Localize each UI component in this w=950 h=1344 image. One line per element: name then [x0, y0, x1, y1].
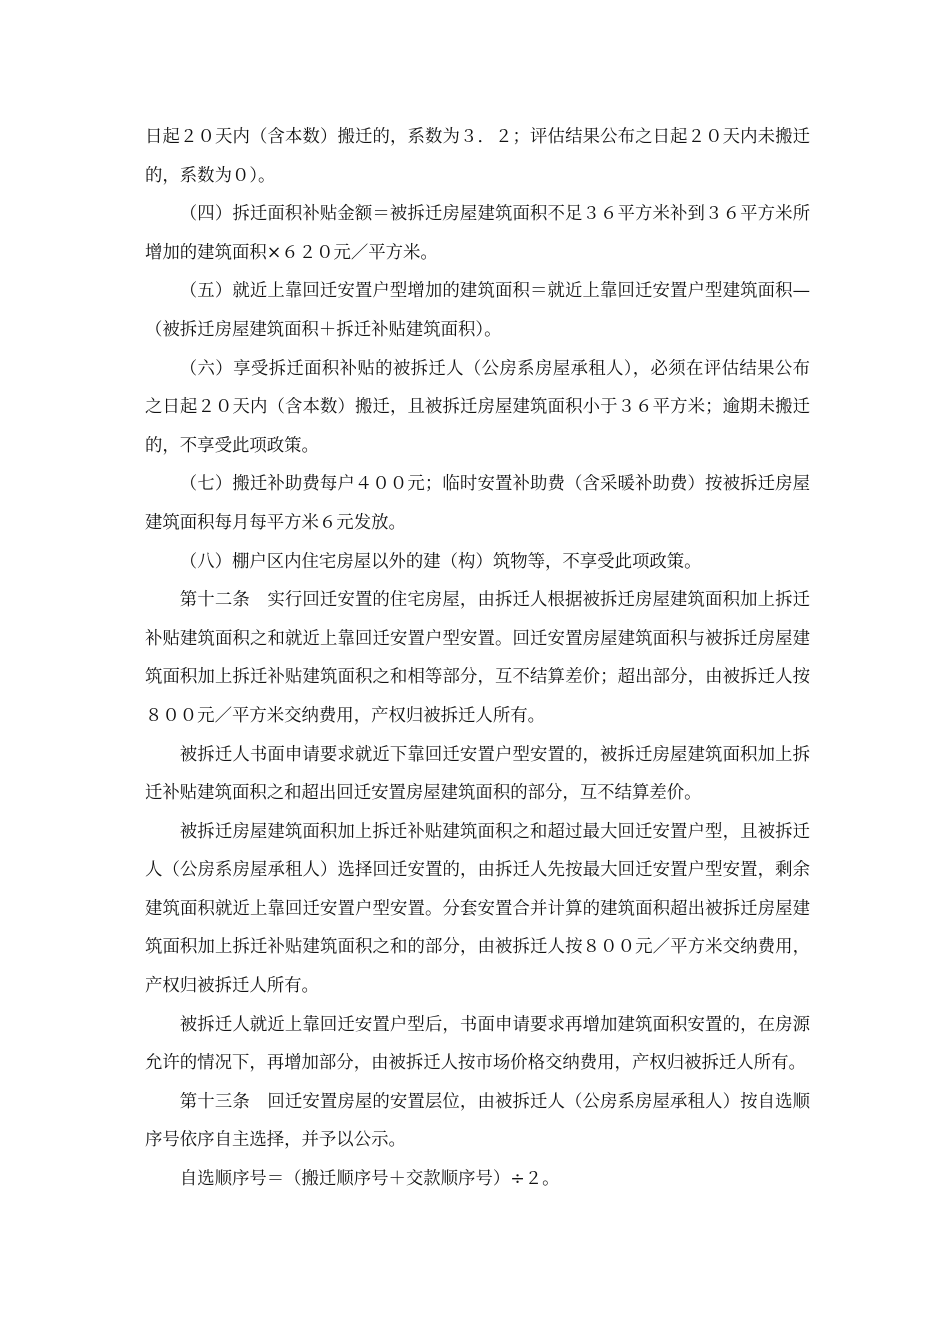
paragraph-item-8: （八）棚户区内住宅房屋以外的建（构）筑物等，不享受此项政策。 [179, 551, 702, 572]
paragraph-item-7: （七）搬迁补助费每户４００元；临时安置补助费（含采暖补助费）按被拆迁房屋建筑面积每月每平方米６元发放。 [145, 474, 810, 533]
paragraph-article-12-clause-2: 被拆迁人书面申请要求就近下靠回迁安置户型安置的，被拆迁房屋建筑面积加上拆迁补贴建筑面积之和超出回迁安置房屋建筑面积的部分，互不结算差价。 [145, 744, 810, 804]
paragraph-continuation: 日起２０天内（含本数）搬迁的，系数为３．２；评估结果公布之日起２０天内未搬迁的，系数为０）。 [145, 127, 810, 186]
document-page [145, 118, 810, 1199]
paragraph-item-4: （四）拆迁面积补贴金额＝被拆迁房屋建筑面积不足３６平方米补到３６平方米所增加的建筑面积×６２０元／平方米。 [145, 204, 810, 263]
paragraph-article-13: 第十三条 回迁安置房屋的安置层位，由被拆迁人（公房系房屋承租人）按自选顺序号依序自主选择，并予以公示。 [145, 1091, 810, 1151]
paragraph-formula: 自选顺序号＝（搬迁顺序号＋交款顺序号）÷２。 [179, 1169, 560, 1190]
paragraph-item-5: （五）就近上靠回迁安置户型增加的建筑面积＝就近上靠回迁安置户型建筑面积—（被拆迁房屋建筑面积＋拆迁补贴建筑面积）。 [145, 281, 810, 340]
paragraph-article-12-clause-4: 被拆迁人就近上靠回迁安置户型后，书面申请要求再增加建筑面积安置的，在房源允许的情况下，再增加部分，由被拆迁人按市场价格交纳费用，产权归被拆迁人所有。 [145, 1014, 810, 1074]
paragraph-article-12: 第十二条 实行回迁安置的住宅房屋，由拆迁人根据被拆迁房屋建筑面积加上拆迁补贴建筑面积之和就近上靠回迁安置户型安置。回迁安置房屋建筑面积与被拆迁房屋建筑面积加上拆迁补贴建筑面积之和相等部分，互不结算差价；超出部分，由被拆迁人按８００元／平方米交纳费用，产权归被拆迁人所有。 [145, 590, 810, 726]
paragraph-article-12-clause-3: 被拆迁房屋建筑面积加上拆迁补贴建筑面积之和超过最大回迁安置户型，且被拆迁人（公房系房屋承租人）选择回迁安置的，由拆迁人先按最大回迁安置户型安置，剩余建筑面积就近上靠回迁安置户型安置。分套安置合并计算的建筑面积超出被拆迁房屋建筑面积加上拆迁补贴建筑面积之和的部分，由被拆迁人按８００元／平方米交纳费用，产权归被拆迁人所有。 [145, 821, 810, 997]
paragraph-item-6: （六）享受拆迁面积补贴的被拆迁人（公房系房屋承租人），必须在评估结果公布之日起２０天内（含本数）搬迁，且被拆迁房屋建筑面积小于３６平方米；逾期未搬迁的，不享受此项政策。 [145, 358, 810, 456]
